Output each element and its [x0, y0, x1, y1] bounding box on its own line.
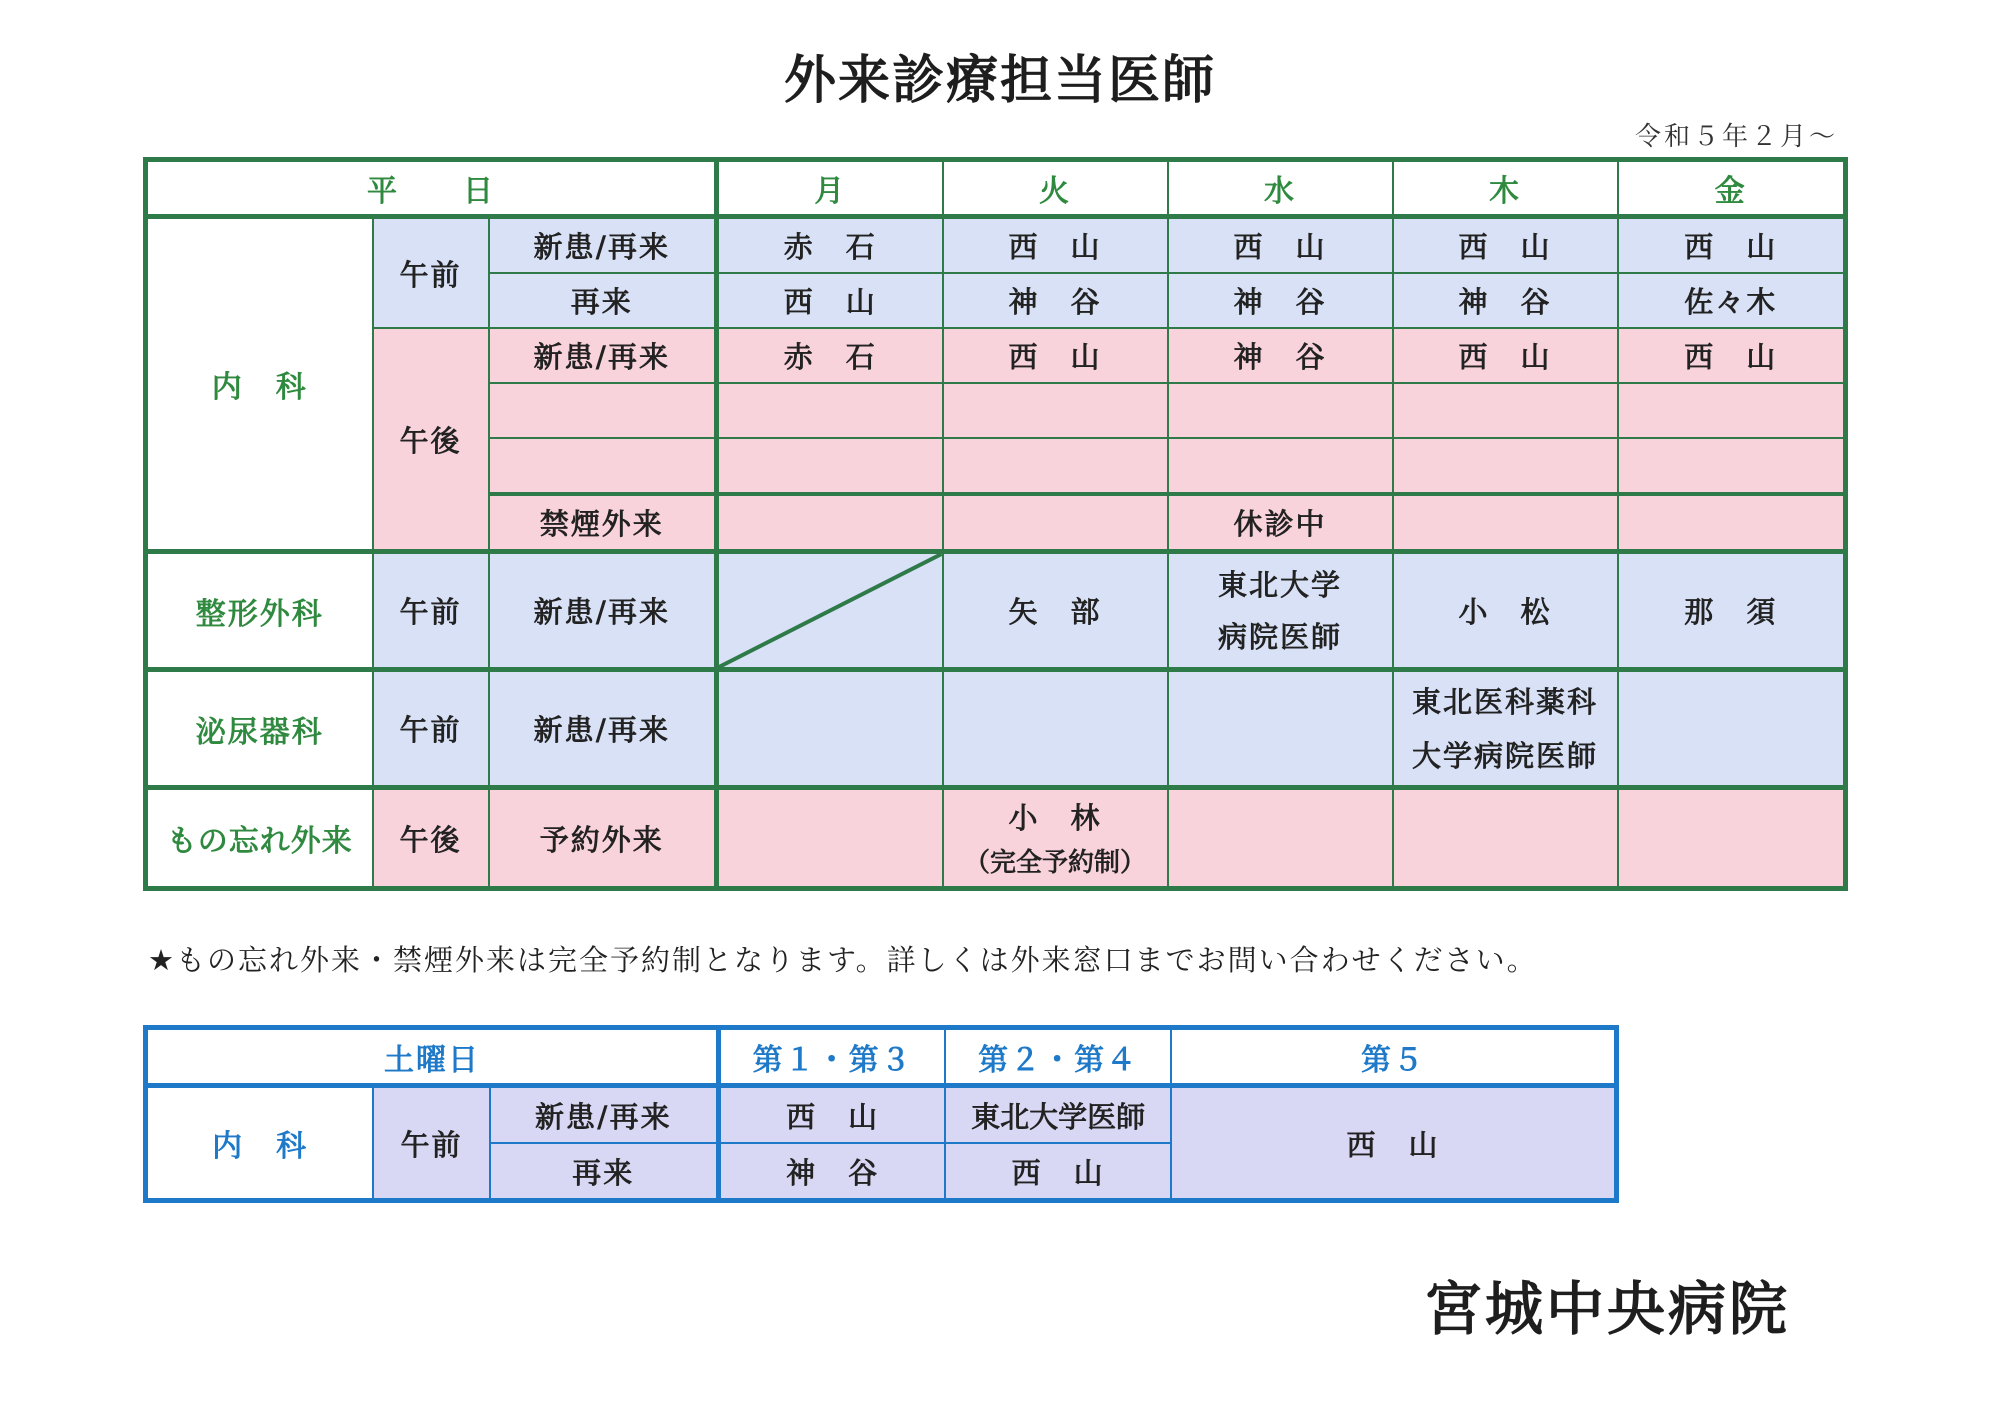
doctor-cell: 西 山 [1393, 328, 1618, 383]
doctor-cell: 神 谷 [1168, 273, 1393, 328]
doctor-cell: 神 谷 [1393, 273, 1618, 328]
saturday-schedule-table [143, 1025, 1619, 1203]
doctor-cell: 矢 部 [943, 552, 1168, 670]
doctor-cell: 神 谷 [718, 1143, 945, 1201]
visit-type: 新患/再来 [489, 328, 717, 383]
doctor-cell: 西 山 [943, 328, 1168, 383]
doctor-cell: 西 山 [1393, 217, 1618, 274]
day-header-tue: 火 [943, 160, 1168, 217]
day-header-fri: 金 [1618, 160, 1846, 217]
monowasure-row [146, 788, 1846, 889]
doctor-cell [943, 438, 1168, 494]
dept-hinyoki: 泌尿器科 [146, 670, 373, 788]
doctor-cell [1168, 788, 1393, 889]
doctor-cell: 西 山 [1618, 328, 1846, 383]
visit-type: 新患/再来 [489, 670, 717, 788]
doctor-cell [1618, 788, 1846, 889]
doctor-cell [1618, 383, 1846, 438]
doctor-cell: 西 山 [1168, 217, 1393, 274]
doctor-cell: 西 山 [1618, 217, 1846, 274]
doctor-cell: 西 山 [718, 1086, 945, 1144]
doctor-cell [1393, 494, 1618, 552]
doctor-cell [1168, 438, 1393, 494]
doctor-cell [943, 670, 1168, 788]
doctor-cell-closed: 休診中 [1168, 494, 1393, 552]
hinyoki-time: 午前 [373, 670, 489, 788]
doctor-cell: 那 須 [1618, 552, 1846, 670]
doctor-cell [1168, 670, 1393, 788]
saturday-header-row [146, 1028, 1617, 1086]
day-header-thu: 木 [1393, 160, 1618, 217]
doctor-cell [1168, 383, 1393, 438]
naika-pm-row-1 [146, 328, 1846, 383]
dept-seikei: 整形外科 [146, 552, 373, 670]
visit-type [489, 438, 717, 494]
doctor-cell-wed [1168, 552, 1393, 670]
visit-type [489, 383, 717, 438]
hinyoki-row [146, 670, 1846, 788]
weekday-schedule-table [143, 157, 1848, 891]
doctor-cell: 西 山 [945, 1143, 1171, 1201]
dept-monowasure: もの忘れ外来 [146, 788, 373, 889]
visit-type: 再来 [490, 1143, 719, 1201]
diagonal-slash-icon [719, 554, 942, 667]
weekday-category-header: 平 日 [146, 160, 717, 217]
visit-type-smoking: 禁煙外来 [489, 494, 717, 552]
saturday-time: 午前 [373, 1086, 489, 1201]
doctor-cell: 西 山 [943, 217, 1168, 274]
doctor-cell: 神 谷 [1168, 328, 1393, 383]
doctor-cell [717, 438, 943, 494]
saturday-row-1 [146, 1086, 1617, 1144]
saturday-category-header: 土曜日 [146, 1028, 719, 1086]
visit-type: 再来 [489, 273, 717, 328]
dept-naika: 内 科 [146, 217, 373, 552]
doctor-cell [1393, 438, 1618, 494]
doctor-cell [717, 788, 943, 889]
doctor-line: 東北医科薬科 [1412, 684, 1599, 719]
reservation-note: ★もの忘れ外来・禁煙外来は完全予約制となります。詳しくは外来窓口までお問い合わせください。 [148, 943, 1538, 977]
visit-type: 新患/再来 [490, 1086, 719, 1144]
naika-am-label: 午前 [373, 217, 489, 329]
doctor-cell: 赤 石 [717, 217, 943, 274]
week-header-1-3: 第１・第３ [718, 1028, 945, 1086]
doctor-cell: 東北大学医師 [945, 1086, 1171, 1144]
day-header-wed: 水 [1168, 160, 1393, 217]
doctor-cell-thu [1393, 670, 1618, 788]
doctor-cell [943, 494, 1168, 552]
doctor-cell [1618, 494, 1846, 552]
doctor-cell: 佐々木 [1618, 273, 1846, 328]
visit-type: 新患/再来 [489, 217, 717, 274]
seikei-row [146, 552, 1846, 670]
doctor-cell: 神 谷 [943, 273, 1168, 328]
doctor-cell [943, 383, 1168, 438]
naika-pm-label: 午後 [373, 328, 489, 552]
doctor-line: 大学病院医師 [1412, 738, 1599, 773]
doctor-cell [1618, 438, 1846, 494]
doctor-line: 小 林 [1008, 801, 1102, 835]
dept-naika-saturday: 内 科 [146, 1086, 374, 1201]
weekday-header-row [146, 160, 1846, 217]
doctor-cell [717, 383, 943, 438]
doctor-cell: 赤 石 [717, 328, 943, 383]
day-header-mon: 月 [717, 160, 943, 217]
doctor-cell: 西 山 [717, 273, 943, 328]
doctor-cell [1393, 383, 1618, 438]
doctor-cell [1393, 788, 1618, 889]
monowasure-time: 午後 [373, 788, 489, 889]
no-clinic-slash-cell [717, 552, 943, 670]
seikei-time: 午前 [373, 552, 489, 670]
naika-am-row-1 [146, 217, 1846, 274]
doctor-cell: 小 松 [1393, 552, 1618, 670]
visit-type: 新患/再来 [489, 552, 717, 670]
hospital-name: 宮城中央病院 [1423, 1275, 1790, 1343]
doctor-cell [717, 494, 943, 552]
effective-date: 令和５年２月～ [1634, 122, 1838, 152]
page-title: 外来診療担当医師 [783, 51, 1216, 111]
doctor-cell [717, 670, 943, 788]
doctor-line-note: （完全予約制） [964, 848, 1147, 878]
doctor-cell [1618, 670, 1846, 788]
doctor-line: 病院医師 [1218, 619, 1343, 654]
visit-type: 予約外来 [489, 788, 717, 889]
doctor-cell-week5: 西 山 [1171, 1086, 1617, 1201]
doctor-line: 東北大学 [1218, 567, 1343, 602]
week-header-5: 第５ [1171, 1028, 1617, 1086]
week-header-2-4: 第２・第４ [945, 1028, 1171, 1086]
doctor-cell-tue [943, 788, 1168, 889]
